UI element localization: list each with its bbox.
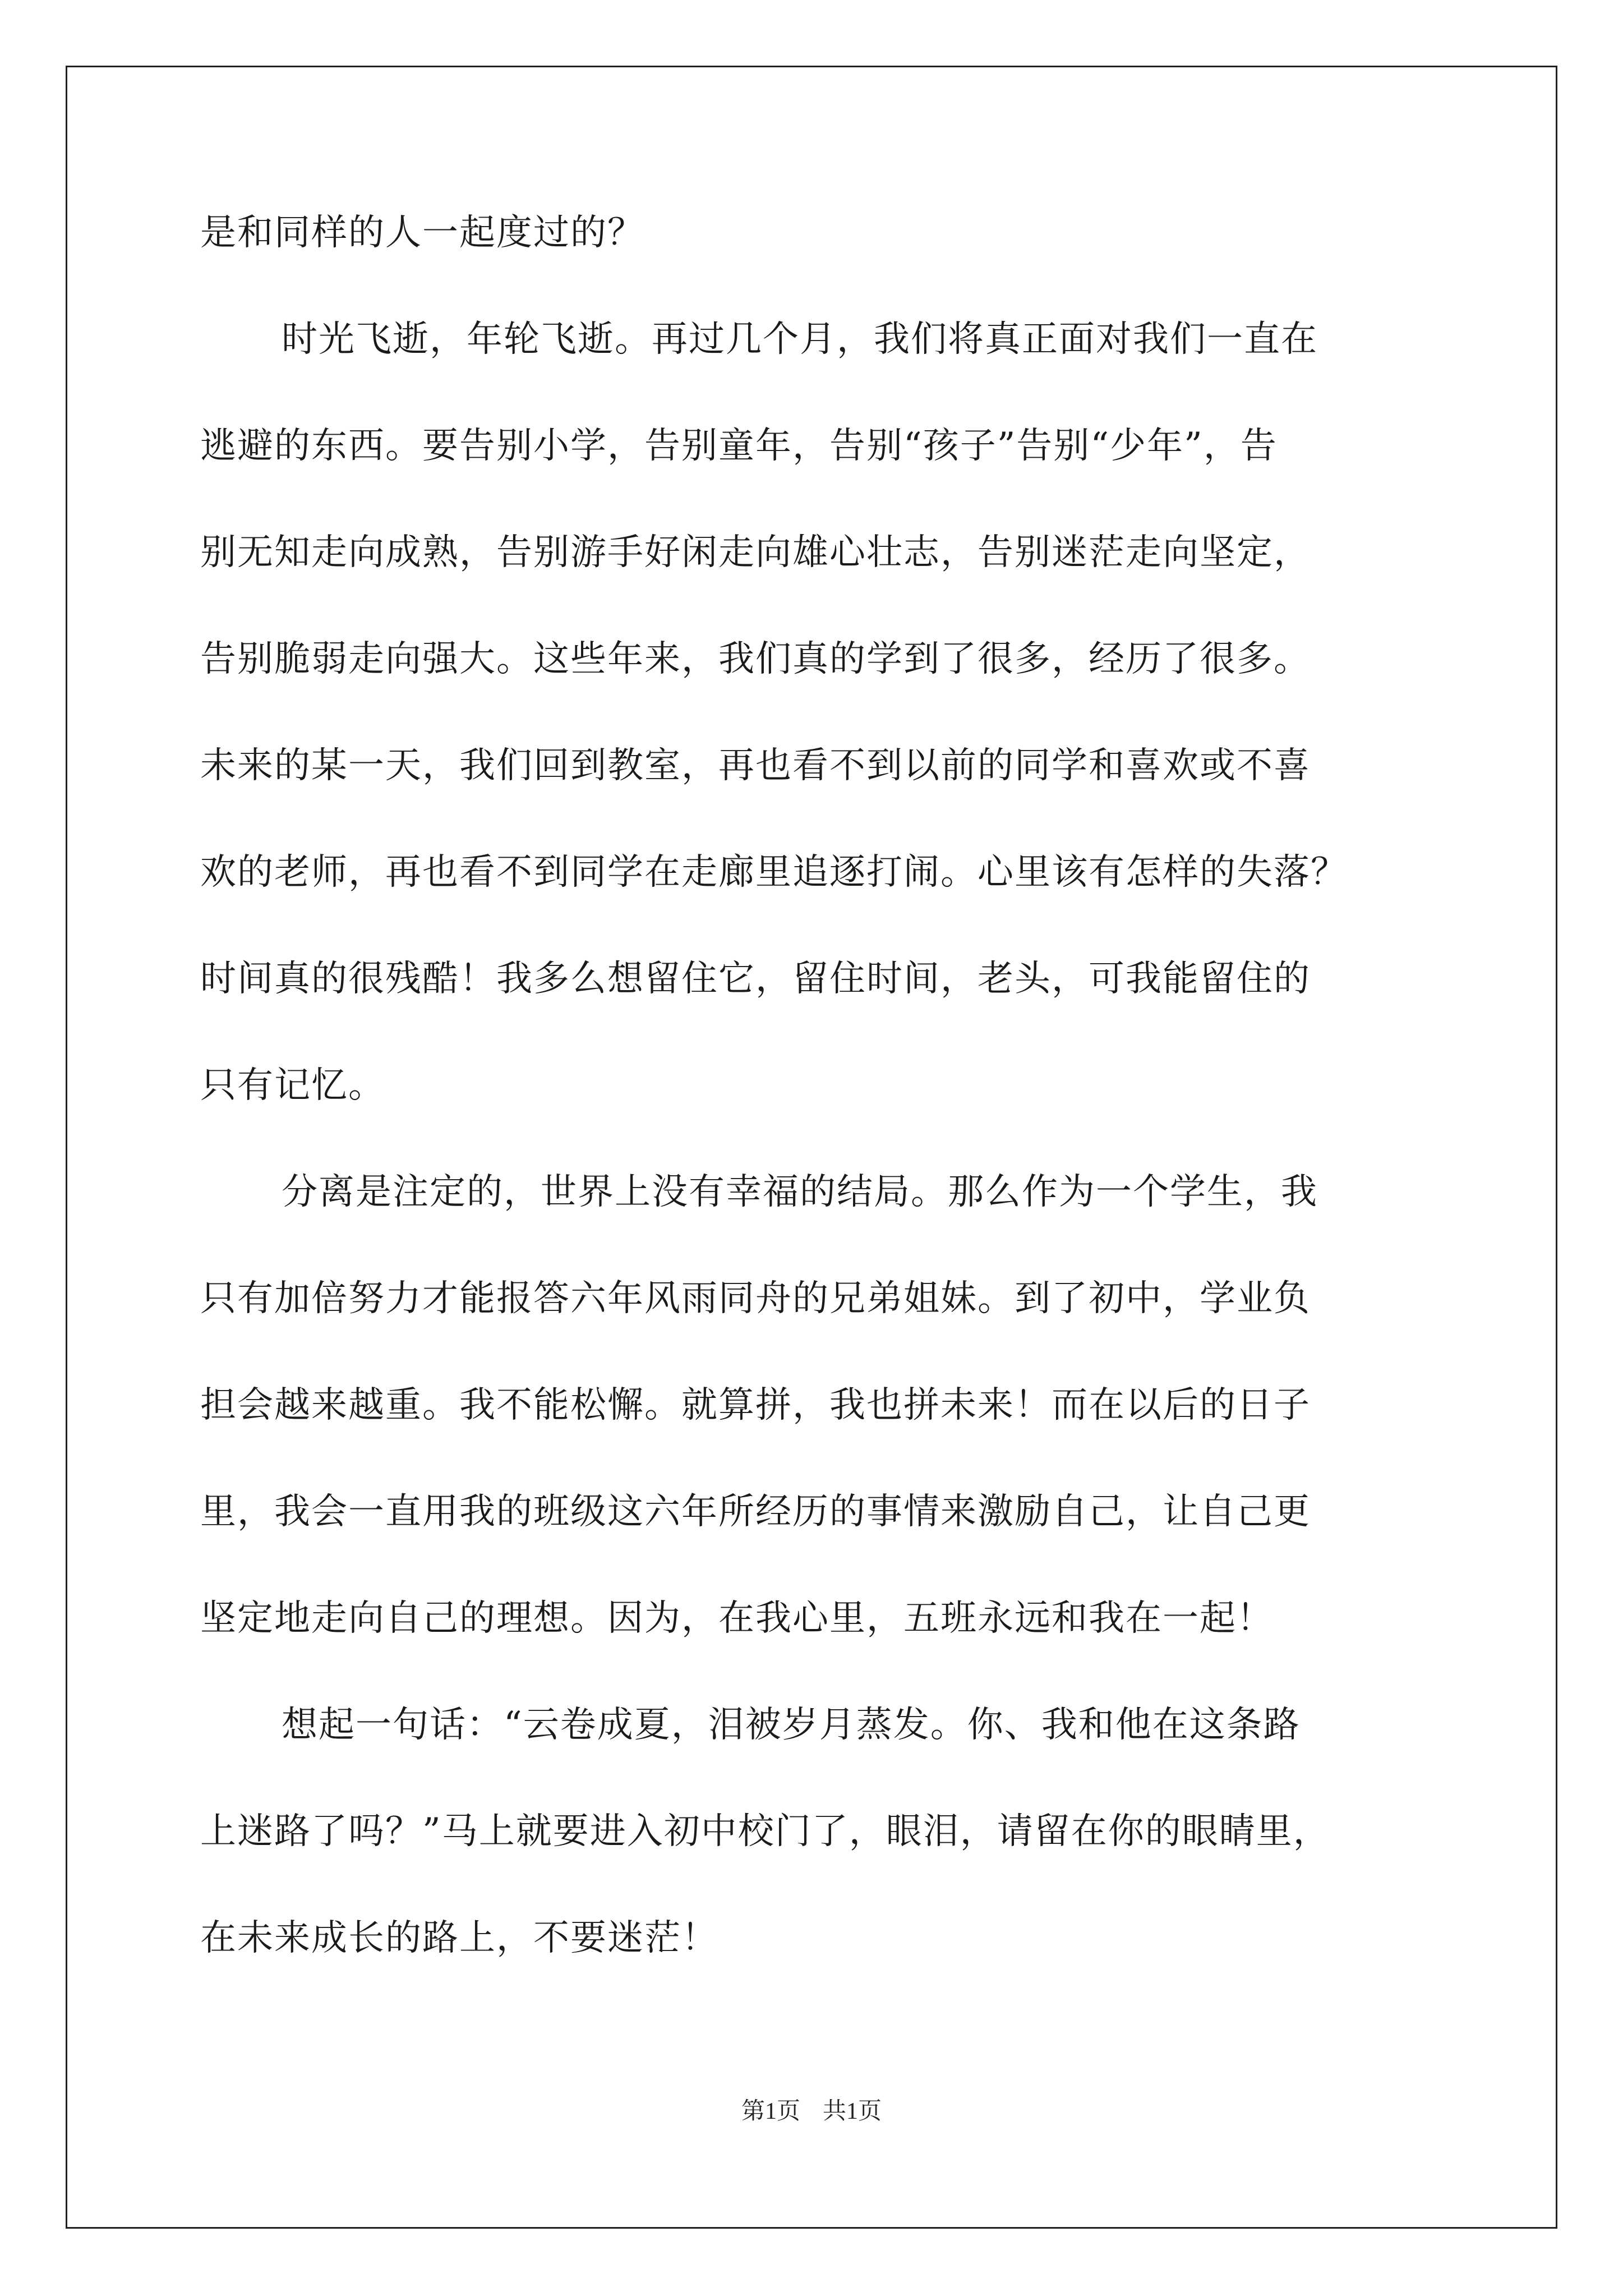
text-line: 逃避的东西。要告别小学，告别童年，告别“孩子”告别“少年”，告 bbox=[200, 425, 1278, 467]
text-line: 想起一句话：“云卷成夏，泪被岁月蒸发。你、我和他在这条路 bbox=[282, 1704, 1301, 1746]
page-number: 第1页 bbox=[741, 2099, 800, 2124]
document-body bbox=[200, 213, 1451, 2025]
text-line: 是和同样的人一起度过的？ bbox=[200, 212, 644, 254]
text-line: 上迷路了吗？”马上就要进入初中校门了，眼泪，请留在你的眼睛里， bbox=[200, 1811, 1330, 1852]
text-line: 欢的老师，再也看不到同学在走廊里追逐打闹。心里该有怎样的失落？ bbox=[200, 852, 1348, 893]
text-line: 告别脆弱走向强大。这些年来，我们真的学到了很多，经历了很多。 bbox=[200, 638, 1311, 680]
text-line: 分离是注定的，世界上没有幸福的结局。那么作为一个学生，我 bbox=[282, 1171, 1318, 1213]
text-line: 时光飞逝，年轮飞逝。再过几个月，我们将真正面对我们一直在 bbox=[282, 319, 1318, 360]
text-line: 时间真的很残酷！我多么想留住它，留住时间，老头，可我能留住的 bbox=[200, 958, 1311, 1000]
text-line: 别无知走向成熟，告别游手好闲走向雄心壮志，告别迷茫走向坚定， bbox=[200, 532, 1311, 573]
text-line: 坚定地走向自己的理想。因为，在我心里，五班永远和我在一起！ bbox=[200, 1598, 1274, 1639]
text-line: 担会越来越重。我不能松懈。就算拼，我也拼未来！而在以后的日子 bbox=[200, 1384, 1311, 1426]
page-footer bbox=[0, 2092, 1623, 2126]
text-line: 里，我会一直用我的班级这六年所经历的事情来激励自己，让自己更 bbox=[200, 1491, 1311, 1533]
text-line: 只有加倍努力才能报答六年风雨同舟的兄弟姐妹。到了初中，学业负 bbox=[200, 1278, 1311, 1319]
text-line: 只有记忆。 bbox=[200, 1065, 385, 1106]
page-total: 共1页 bbox=[823, 2099, 882, 2124]
text-line: 在未来成长的路上，不要迷茫！ bbox=[200, 1917, 718, 1959]
text-line: 未来的某一天，我们回到教室，再也看不到以前的同学和喜欢或不喜 bbox=[200, 745, 1311, 786]
